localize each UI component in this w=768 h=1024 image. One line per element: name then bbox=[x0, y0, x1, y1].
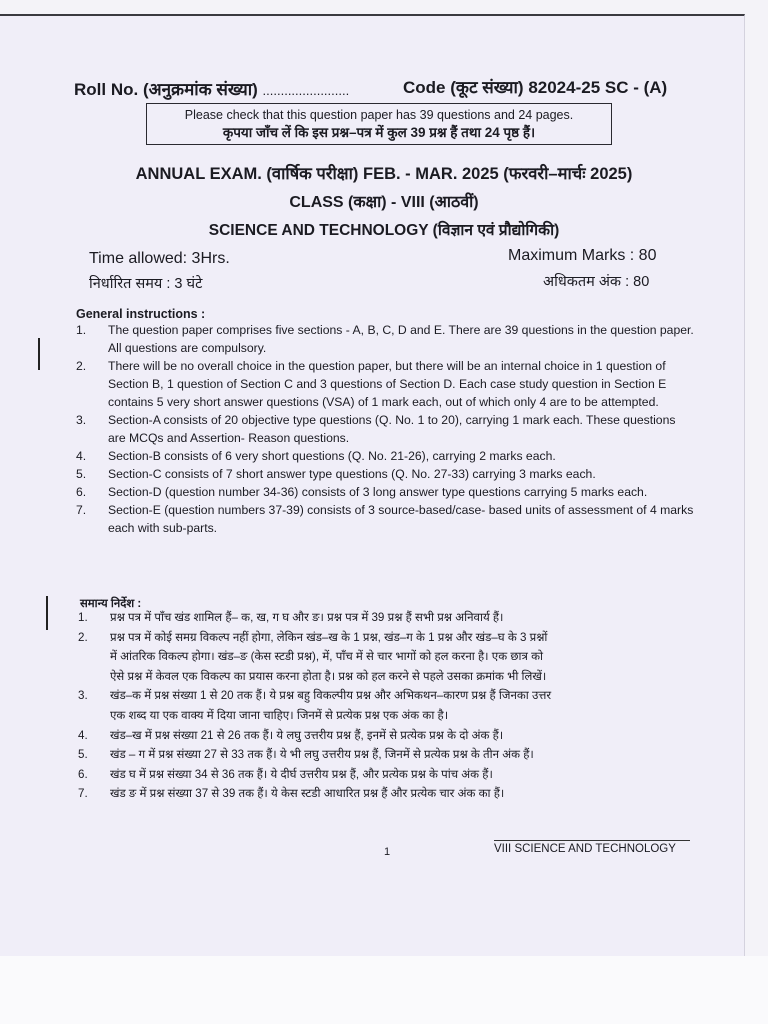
hindi-instructions-list bbox=[78, 608, 698, 804]
page-bottom-margin bbox=[0, 956, 768, 1024]
instruction-number: 7. bbox=[76, 503, 87, 517]
hindi-instruction-item bbox=[78, 628, 698, 687]
instruction-text: Section-B consists of 6 very short questions (Q. No. 21-26), carrying 2 marks each. bbox=[108, 449, 556, 463]
instruction-text: Section-D (question number 34-36) consists of 3 long answer type questions carrying 5 marks each. bbox=[108, 485, 648, 499]
instruction-text: Section-E (question numbers 37-39) consists of 3 source-based/case- based units of assessment of 4 marks each with sub-parts. bbox=[108, 503, 694, 535]
general-instruction-item bbox=[76, 483, 696, 501]
page-number: 1 bbox=[384, 846, 391, 858]
roll-number-label: Roll No. (अनुक्रमांक संख्या) ........................ bbox=[74, 80, 350, 99]
notice-hindi: कृपया जाँच लें कि इस प्रश्न–पत्र में कुल 39 प्रश्न हैं तथा 24 पृष्ठ हैं। bbox=[222, 125, 536, 140]
instruction-line: खंड – ग में प्रश्न संख्या 27 से 33 तक हैं। ये भी लघु उत्तरीय प्रश्न हैं, जिनमें से प्रत्येक प्रश्न के तीन अंक हैं। bbox=[110, 748, 534, 762]
instruction-number: 5. bbox=[76, 467, 87, 481]
hindi-instruction-item bbox=[78, 608, 698, 628]
instruction-number: 2. bbox=[76, 359, 87, 373]
instruction-line: खंड–ख में प्रश्न संख्या 21 से 26 तक हैं। ये लघु उत्तरीय प्रश्न हैं, इनमें से प्रत्येक प्रश्न के दो अंक हैं। bbox=[110, 728, 504, 742]
subject-line: SCIENCE AND TECHNOLOGY (विज्ञान एवं प्रौद्योगिकी) bbox=[208, 222, 560, 239]
hindi-instruction-item bbox=[78, 765, 698, 785]
general-instruction-item bbox=[76, 501, 696, 537]
class-line: CLASS (कक्षा) - VIII (आठवीं) bbox=[289, 194, 479, 211]
instruction-number: 2. bbox=[78, 630, 88, 644]
instruction-text: Section-A consists of 20 objective type questions (Q. No. 1 to 20), carrying 1 mark each. These questions are MCQs and Assertion- Reason questions. bbox=[108, 413, 676, 445]
time-allowed-hindi: निर्धारित समय : 3 घंटे bbox=[89, 276, 203, 292]
maximum-marks-hindi: अधिकतम अंक : 80 bbox=[543, 274, 650, 290]
page-count-notice-box bbox=[146, 103, 612, 145]
instruction-text: There will be no overall choice in the question paper, but there will be an internal choice in 1 question of Section B, 1 question of Section C and 3 questions of Section D. Each case study question in Section E contains 5 very short answer questions (VSA) of 1 mark each, out of which only 4 are to be attempted. bbox=[108, 359, 667, 409]
general-instruction-item bbox=[76, 411, 696, 447]
instruction-number: 6. bbox=[76, 485, 87, 499]
instruction-line: ऐसे प्रश्न में केवल एक विकल्प का प्रयास करना होता है। प्रश्न को हल करने से पहले उसका क्रमांक भी लिखें। bbox=[110, 669, 547, 683]
instruction-line: खंड ङ में प्रश्न संख्या 37 से 39 तक हैं। ये केस स्टडी आधारित प्रश्न हैं और प्रत्येक चार अंक का हैं। bbox=[110, 787, 505, 801]
instruction-text: The question paper comprises five sections - A, B, C, D and E. There are 39 questions in the question paper. All questions are compulsory. bbox=[108, 323, 694, 355]
instruction-number: 5. bbox=[78, 748, 88, 762]
instruction-line: खंड घ में प्रश्न संख्या 34 से 36 तक हैं। ये दीर्घ उत्तरीय प्रश्न हैं, और प्रत्येक प्रश्न के पांच अंक हैं। bbox=[110, 767, 493, 781]
exam-title: ANNUAL EXAM. (वार्षिक परीक्षा) FEB. - MAR. 2025 (फरवरी–मार्चः 2025) bbox=[135, 165, 633, 183]
roll-number-blank: ........................ bbox=[262, 83, 350, 98]
footer-rule bbox=[494, 840, 690, 841]
instruction-line: प्रश्न पत्र में पाँच खंड शामिल हैं– क, ख, ग घ और ङ। प्रश्न पत्र में 39 प्रश्न हैं सभी प्रश्न अनिवार्य हैं। bbox=[110, 611, 504, 624]
instruction-number: 4. bbox=[78, 728, 88, 742]
instruction-text: Section-C consists of 7 short answer type questions (Q. No. 27-33) carrying 3 marks each. bbox=[108, 467, 596, 481]
scan-margin-mark bbox=[46, 596, 48, 630]
instruction-line: में आंतरिक विकल्प होगा। खंड–ङ (केस स्टडी प्रश्न), में, पाँच में से चार भागों को हल करना है। एक छात्र को bbox=[110, 650, 543, 664]
hindi-instruction-item bbox=[78, 745, 698, 765]
instruction-number: 1. bbox=[76, 323, 87, 337]
general-instructions-heading: General instructions : bbox=[76, 307, 206, 321]
hindi-instruction-item bbox=[78, 726, 698, 746]
general-instructions-list bbox=[76, 321, 696, 537]
general-instruction-item bbox=[76, 447, 696, 465]
hindi-instructions-heading: समान्य निर्देश : bbox=[80, 598, 142, 610]
general-instruction-item bbox=[76, 357, 696, 411]
footer-subject: VIII SCIENCE AND TECHNOLOGY bbox=[494, 843, 676, 855]
paper-code: Code (कूट संख्या) 82024-25 SC - (A) bbox=[403, 78, 668, 97]
instruction-line: खंड–क में प्रश्न संख्या 1 से 20 तक हैं। ये प्रश्न बहु विकल्पीय प्रश्न और अभिकथन–कारण प्रश्न हैं जिनका उत्तर bbox=[110, 689, 552, 703]
instruction-number: 3. bbox=[78, 689, 88, 703]
hindi-instruction-item bbox=[78, 686, 698, 725]
general-instruction-item bbox=[76, 321, 696, 357]
general-instruction-item bbox=[76, 465, 696, 483]
hindi-instruction-item bbox=[78, 784, 698, 804]
instruction-line: एक शब्द या एक वाक्य में दिया जाना चाहिए। जिनमें से प्रत्येक प्रश्न एक अंक का है। bbox=[110, 708, 449, 722]
instruction-number: 7. bbox=[78, 787, 88, 801]
instruction-number: 1. bbox=[78, 611, 88, 624]
maximum-marks-english: Maximum Marks : 80 bbox=[508, 247, 657, 264]
instruction-number: 3. bbox=[76, 413, 87, 427]
instruction-line: प्रश्न पत्र में कोई समग्र विकल्प नहीं होगा, लेकिन खंड–ख के 1 प्रश्न, खंड–ग के 1 प्रश्न और खंड–घ के 3 प्रश्नों bbox=[110, 630, 548, 644]
time-allowed-english: Time allowed: 3Hrs. bbox=[89, 250, 230, 267]
instruction-number: 6. bbox=[78, 767, 88, 781]
notice-english: Please check that this question paper has 39 questions and 24 pages. bbox=[184, 108, 574, 122]
instruction-number: 4. bbox=[76, 449, 87, 463]
scan-margin-mark bbox=[38, 338, 40, 370]
